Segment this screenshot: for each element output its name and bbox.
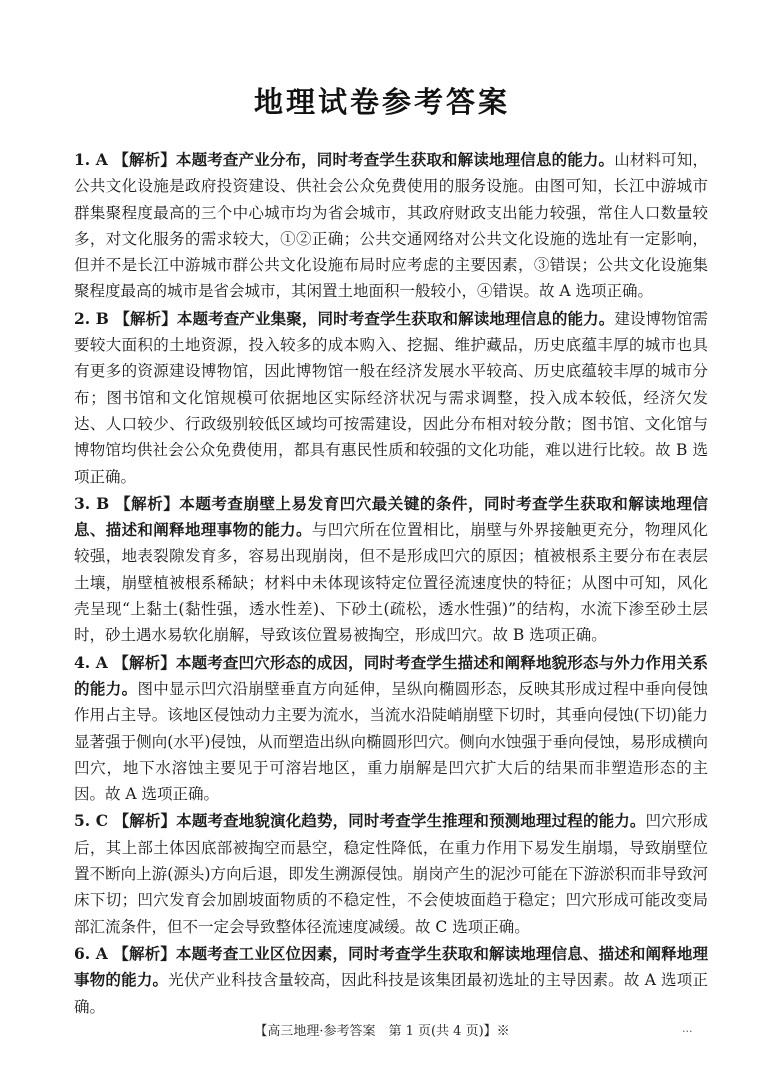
answer-heading: 3. B 【解析】本题考查崩壁上易发育凹穴最关键的条件，同时考查学生获取和解读地理信息、描述和阐释地理事物的能力。: [74, 493, 708, 540]
answer-body: 图中显示凹穴沿崩壁垂直方向延伸，呈纵向椭圆形态，反映其形成过程中垂向侵蚀作用占主导。该地区侵蚀动力主要为流水，当流水沿陡峭崩壁下切时，其垂向侵蚀(下切)能力显著强于侧向(水平)侵蚀，从而塑造出纵向椭圆形凹穴。侧向水蚀强于垂向侵蚀，易形成横向凹穴，地下水溶蚀主要见于可溶岩地区，重力崩解是凹穴扩大后的结果而非塑造形态的主因。故 A 选项正确。: [74, 679, 708, 804]
page-title: 地理试卷参考答案: [253, 85, 510, 119]
answer-heading: 2. B 【解析】本题考查产业集聚，同时考查学生获取和解读地理信息的能力。: [74, 308, 615, 328]
answer-item: [74, 941, 708, 1020]
answer-heading: 1. A 【解析】本题考查产业分布，同时考查学生获取和解读地理信息的能力。: [74, 150, 615, 169]
answer-item: [74, 808, 708, 939]
answer-body: 光伏产业科技含量较高，因此科技是该集团最初选址的主导因素。故 A 选项正确。: [74, 971, 708, 1016]
answer-body: 建设博物馆需要较大面积的土地资源，投入较多的成本购入、挖掘、维护藏品，历史底蕴丰厚的城市也具有更多的资源建设博物馆，因此博物馆一般在经济发展水平较高、历史底蕴较丰厚的城市分布；图书馆和文化馆规模可依据地区实际经济状况与需求调整，投入成本较低，经济欠发达、人口较少、行政级别较低区域均可按需建设，因此分布相对较分散；图书馆、文化馆与博物馆均供社会公众免费使用，都具有惠民性质和较强的文化功能，难以进行比较。故 B 选项正确。: [74, 309, 708, 486]
answer-item: [74, 650, 708, 808]
footer-mark: ...: [682, 1022, 693, 1035]
page-footer: 【高三地理·参考答案 第 1 页(共 4 页)】※: [254, 1024, 510, 1039]
answer-heading: 4. A 【解析】本题考查凹穴形态的成因，同时考查学生描述和阐释地貌形态与外力作用关系的能力。: [74, 652, 708, 698]
answer-item: [74, 491, 708, 649]
answer-item: [74, 306, 708, 490]
answer-item: [74, 147, 708, 305]
answer-body: 凹穴形成后，其上部土体因底部被掏空而悬空，稳定性降低，在重力作用下易发生崩塌，导致崩壁位置不断向上游(源头)方向后退，即发生溯源侵蚀。崩岗产生的泥沙可能在下游淤积而非导致河床下切；凹穴发育会加剧坡面物质的不稳定性，不会使坡面趋于稳定；凹穴形成可能改变局部汇流条件，但不一定会导致整体径流速度减缓。故 C 选项正确。: [74, 812, 708, 936]
answer-body: 山材料可知，公共文化设施是政府投资建设、供社会公众免费使用的服务设施。由图可知，长江中游城市群集聚程度最高的三个中心城市均为省会城市，其政府财政支出能力较强，常住人口数量较多，对文化服务的需求较大，①②正确；公共交通网络对公共文化设施的选址有一定影响，但并不是长江中游城市群公共文化设施布局时应考虑的主要因素，③错误；公共文化设施集聚程度最高的城市是省会城市，其闲置土地面积一般较小，④错误。故 A 选项正确。: [74, 151, 708, 301]
answer-body: 与凹穴所在位置相比，崩壁与外界接触更充分，物理风化较强，地表裂隙发育多，容易出现崩岗，但不是形成凹穴的原因；植被根系主要分布在表层土壤，崩壁植被根系稀缺；材料中未体现该特定位置径流速度快的特征；从图中可知，风化壳呈现“上黏土(黏性强，透水性差)、下砂土(疏松，透水性强)”的结构，水流下渗至砂土层时，砂土遇水易软化崩解，导致该位置易被掏空，形成凹穴。故 B 选项正确。: [74, 521, 708, 645]
answer-heading: 6. A 【解析】本题考查工业区位因素，同时考查学生获取和解读地理信息、描述和阐释地理事物的能力。: [74, 943, 708, 990]
answer-heading: 5. C 【解析】本题考查地貌演化趋势，同时考查学生推理和预测地理过程的能力。: [74, 811, 646, 831]
answer-list: [74, 147, 708, 1021]
